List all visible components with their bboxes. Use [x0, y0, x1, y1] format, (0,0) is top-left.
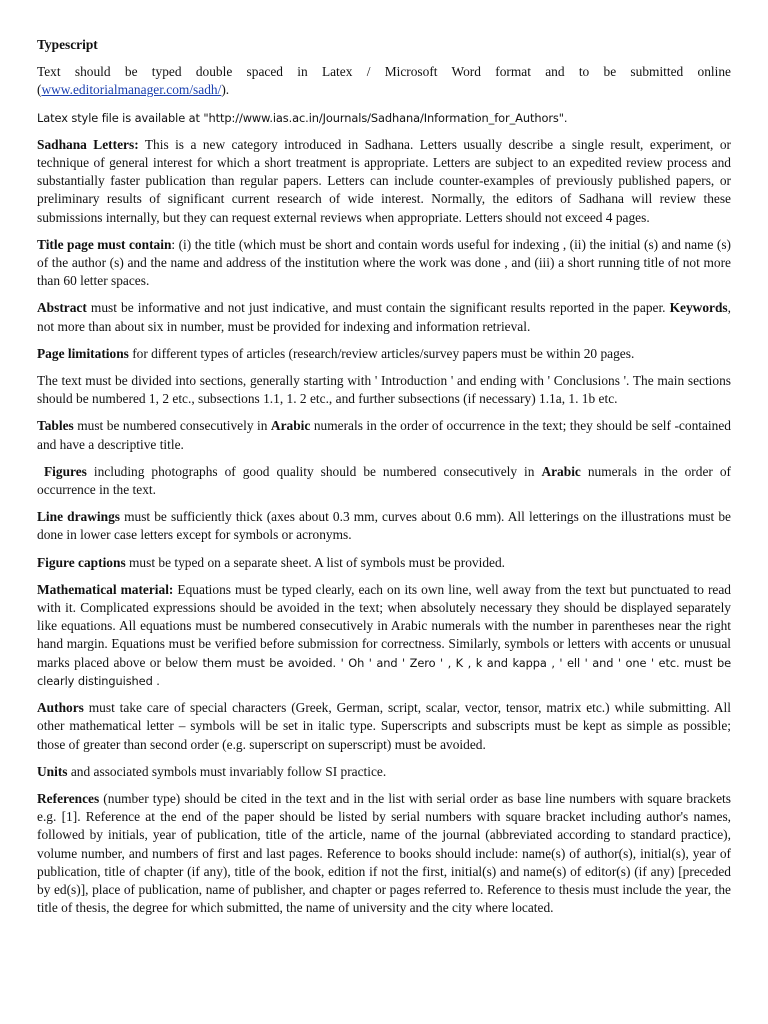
sadhana-letters-paragraph: Sadhana Letters: This is a new category introduced in Sadhana. Letters usually describe a single result, experiment, or technique of general interest for which a short treatment is appropriate. Letters are subject to an expedited review process and substantially faster publication than regular papers. Letters can include counter-examples of previously published papers, or preliminary results of significant current research of wide interest. Normally, the editors of Sadhana will review these submissions internally, but they can request external reviews when appropriate. Letters should not exceed 4 pages. [37, 136, 731, 225]
editorial-manager-link[interactable]: www.editorialmanager.com/sadh/ [41, 82, 222, 98]
figure-captions-paragraph: Figure captions must be typed on a separate sheet. A list of symbols must be provided. [37, 554, 505, 570]
references-paragraph: References (number type) should be cited in the text and in the list with serial order as base line numbers with square brackets e.g. [1]. Reference at the end of the paper should be listed by serial numbers with square bracket including author's names, followed by initials, year of publication, title of the article, name of the journal (abbreviated according to standard practice), volume number, and numbers of first and last pages. Reference to books should include: name(s) of author(s), initial(s), year of publication, title of chapter (if any), title of the book, edition if not the first, initial(s) and name(s) of editor(s) (if any) [preceded by ed(s)], place of publication, name of publisher, and chapter or pages referred to. Reference to thesis must include the year, the title of thesis, the degree for which submitted, the name of university and the city where located. [37, 790, 731, 916]
authors-paragraph: Authors must take care of special characters (Greek, German, script, scalar, vector, tensor, matrix etc.) while submitting. All other mathematical letter – symbols will be set in italic type. Superscripts and subscripts must be kept as simple as possible; those of greater than second order (e.g. superscript on superscript) must be avoided. [37, 700, 731, 752]
typescript-heading: Typescript [37, 37, 98, 52]
units-paragraph: Units and associated symbols must invariably follow SI practice. [37, 763, 387, 779]
mathematical-material-paragraph: Mathematical material: Equations must be typed clearly, each on its own line, well away from the text but punctuated to read with it. Complicated expressions should be avoided in the text; when absolutely necessary they should be displayed separately like equations. All equations must be numbered consecutively in Arabic numerals with the number in parentheses near the right hand margin. Equations must be verified before submission for correctness. Similarly, symbols or letters with accents or unusual marks placed above or below them must be avoided. ' Oh ' and ' Zero ' , K , k and kappa , ' ell ' and ' one ' etc. must be clearly distinguished . [37, 581, 731, 688]
tables-paragraph: Tables must be numbered consecutively in Arabic numerals in the order of occurrence in the text; they should be self -contained and have a descriptive title. [37, 418, 731, 452]
line-drawings-paragraph: Line drawings must be sufficiently thick (axes about 0.3 mm, curves about 0.6 mm). All letterings on the illustrations must be done in lower case letters except for symbols or acronyms. [37, 509, 731, 543]
typescript-paragraph: Text should be typed double spaced in Latex / Microsoft Word format and to be submitted online (www.editorialmanager.com/sadh/). [37, 64, 731, 98]
title-page-paragraph: Title page must contain: (i) the title (which must be short and contain words useful for indexing , (ii) the initial (s) and name (s) of the author (s) and the name and address of the institution where the work was done , and (iii) a short running title of not more than 60 letter spaces. [37, 236, 731, 289]
abstract-paragraph: Abstract must be informative and not just indicative, and must contain the significant results reported in the paper. Keywords, not more than about six in number, must be provided for indexing and information retrieval. [37, 300, 731, 334]
page-limitations-paragraph: Page limitations for different types of articles (research/review articles/survey papers must be within 20 pages. [37, 345, 635, 361]
sections-paragraph: The text must be divided into sections, generally starting with ' Introduction ' and ending with ' Conclusions '. The main sections should be numbered 1, 2 etc., subsections 1.1, 1. 2 etc., and further subsections (if necessary) 1.1a, 1. 1b etc. [37, 373, 731, 407]
figures-paragraph: Figures including photographs of good quality should be numbered consecutively in Arabic numerals in the order of occurrence in the text. [37, 463, 731, 498]
latex-style-line: Latex style file is available at "http://www.ias.ac.in/Journals/Sadhana/Information_for_Authors". [37, 110, 568, 125]
